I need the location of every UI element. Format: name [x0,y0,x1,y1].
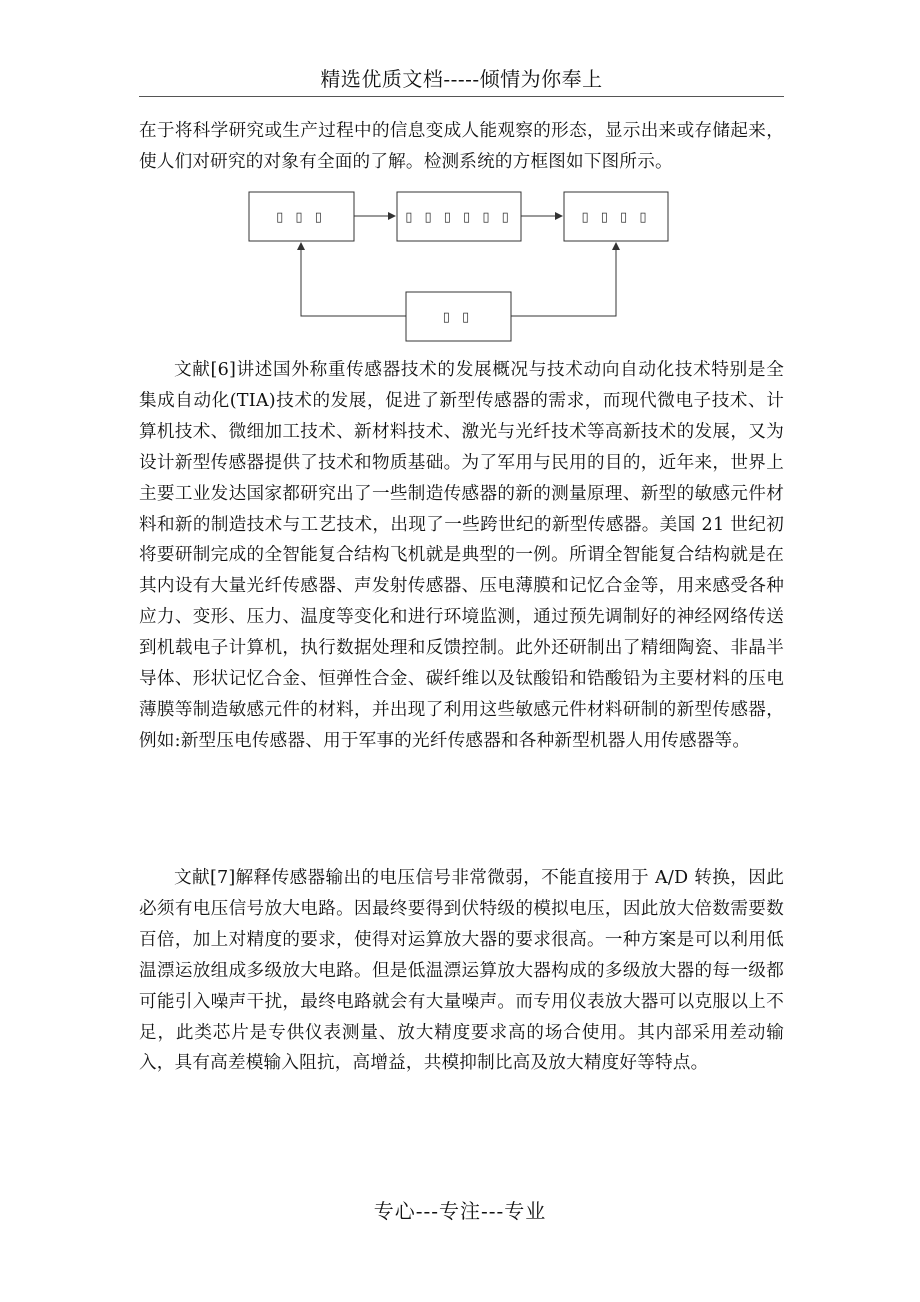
arrow-box4-to-box3 [511,243,616,316]
page-footer [0,1195,920,1224]
paragraph-reference-6: 文献[6]讲述国外称重传感器技术的发展概况与技术动向自动化技术特别是全集成自动化(TIA)技术的发展，促进了新型传感器的需求，而现代微电子技术、计算机技术、微细加工技术、新材料技术、激光与光纤技术等高新技术的发展，又为设计新型传感器提供了技术和物质基础。为了军用与民用的目的，近年来，世界上主要工业发达国家都研究出了一些制造传感器的新的测量原理、新型的敏感元件材料和新的制造技术与工艺技术，出现了一些跨世纪的新型传感器。美国 21 世纪初将要研制完成的全智能复合结构飞机就是典型的一例。所谓全智能复合结构就是在其内设有大量光纤传感器、声发射传感器、压电薄膜和记忆合金等，用来感受各种应力、变形、压力、温度等变化和进行环境监测，通过预先调制好的神经网络传送到机载电子计算机，执行数据处理和反馈控制。此外还研制出了精细陶瓷、非晶半导体、形状记忆合金、恒弹性合金、碳纤维以及钛酸铅和锆酸铅为主要材料的压电薄膜等制造敏感元件的材料，并出现了利用这些敏感元件材料研制的新型传感器，例如:新型压电传感器、用于军事的光纤传感器和各种新型机器人用传感器等。 [139,360,784,751]
header-title: 精选优质文档-----倾情为你奉上 [320,67,603,91]
diagram-box-2-label: ▯ ▯ ▯ ▯ ▯ ▯ [405,210,513,225]
arrow-box4-to-box1 [301,243,406,316]
detection-system-block-diagram [0,0,920,360]
paragraph-intro: 在于将科学研究或生产过程中的信息变成人能观察的形态，显示出来或存储起来，使人们对研究的对象有全面的了解。检测系统的方框图如下图所示。 [139,121,784,172]
diagram-box-3-label: ▯ ▯ ▯ ▯ [581,210,651,225]
diagram-box-1-label: ▯ ▯ ▯ [276,210,326,225]
paragraph-reference-7: 文献[7]解释传感器输出的电压信号非常微弱，不能直接用于 A/D 转换，因此必须有电压信号放大电路。因最终要得到伏特级的模拟电压，因此放大倍数需要数百倍，加上对精度的要求，使得对运算放大器的要求很高。一种方案是可以利用低温漂运放组成多级放大电路。但是低温漂运算放大器构成的多级放大器的每一级都可能引入噪声干扰，最终电路就会有大量噪声。而专用仪表放大器可以克服以上不足，此类芯片是专供仪表测量、放大精度要求高的场合使用。其内部采用差动输入，具有高差模输入阻抗，高增益，共模抑制比高及放大精度好等特点。 [139,868,784,1074]
diagram-box-4-label: ▯ ▯ [442,310,474,325]
footer-text: 专心---专注---专业 [373,1199,547,1223]
